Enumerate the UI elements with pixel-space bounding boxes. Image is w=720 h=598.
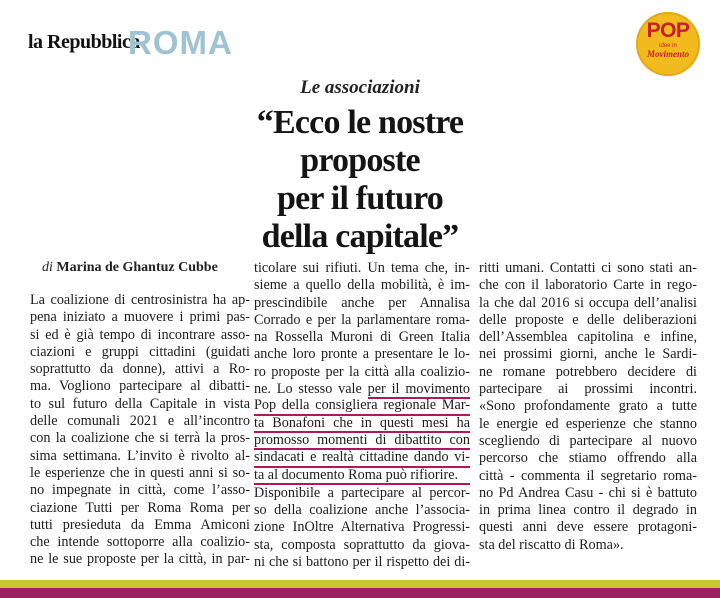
text-line: no Pd Andrea Casu - chi si è battuto bbox=[479, 484, 697, 501]
text-line: to sul futuro della Capitale in vista bbox=[30, 395, 250, 412]
text-line: città - commenta il segretario roma- bbox=[479, 467, 697, 484]
text-line: ne le sue proposte per la città, in par- bbox=[30, 551, 250, 568]
section-kicker: Le associazioni bbox=[300, 77, 420, 98]
text-line: che con il laboratorio Carte in rego- bbox=[479, 277, 697, 294]
text-line: anche loro pronte a presentare le lo- bbox=[254, 346, 470, 363]
headline-line: proposte bbox=[300, 142, 420, 179]
text-line: ni che si battono per il rispetto dei di- bbox=[254, 554, 470, 571]
text-line: partecipare ai prossimi incontri. bbox=[479, 381, 697, 398]
footer-band-top bbox=[0, 580, 720, 588]
text-line: no impegnate in città, come l’asso- bbox=[30, 482, 250, 499]
article-column-3 bbox=[479, 260, 697, 554]
highlighted-fragment: per il movimento bbox=[367, 381, 470, 398]
text-line: zione InOltre Alternativa Progressi- bbox=[254, 519, 470, 536]
logo-sub2: Movimento bbox=[647, 48, 689, 59]
text-line: La coalizione di centrosinistra ha ap- bbox=[30, 292, 250, 308]
text-line: sieme a quello della mobilità, è im- bbox=[254, 277, 470, 294]
text-line: scegliendo di partecipare al nuovo bbox=[479, 432, 697, 449]
logo-word: POP bbox=[646, 19, 690, 42]
text-line: Corrado e per la parlamentare roma- bbox=[254, 311, 470, 328]
logo-sub: idee in bbox=[659, 43, 677, 49]
text-line: ciazioni e gruppi cittadini (guidati bbox=[30, 343, 250, 360]
text-line: tutti presieduta da Emma Amiconi bbox=[30, 516, 250, 533]
text-line: «Sono profondamente grato a tutte bbox=[479, 398, 697, 415]
text-line: so della coalizione anche l’associa- bbox=[254, 502, 470, 519]
text-line: questi anni deve essere protagoni- bbox=[479, 519, 697, 536]
text-line: ritti umani. Contatti ci sono stati an- bbox=[479, 260, 697, 276]
pop-logo bbox=[636, 12, 700, 76]
headline-line: della capitale” bbox=[261, 218, 459, 255]
text-line: ma. Vogliono partecipare al dibatti- bbox=[30, 378, 250, 395]
footer-band-bottom bbox=[0, 588, 720, 598]
byline-prefix: di bbox=[42, 260, 53, 275]
text-line: ne romane potrebbero decidere di bbox=[479, 363, 697, 380]
text-line: sta, composta soprattutto da giova- bbox=[254, 536, 470, 553]
text-line: ro proposte per la città alla coalizio- bbox=[254, 363, 470, 380]
text-line: Disponibile a partecipare al percor- bbox=[254, 484, 470, 501]
city-edition: ROMA bbox=[128, 24, 233, 61]
text-line: delle comunali 2021 e all’incontro bbox=[30, 413, 250, 430]
text-line: ciazione Tutti per Roma Roma per bbox=[30, 499, 250, 516]
text-line: soprattutto da donne), attivi a Ro- bbox=[30, 361, 250, 378]
text-line: con la coalizione che si terrà la pros- bbox=[30, 430, 250, 447]
text-line: dell’Assemblea capitolina e infine, bbox=[479, 329, 697, 346]
text-line: sta del riscatto di Roma». bbox=[479, 536, 624, 553]
text-line: in prima linea contro il degrado in bbox=[479, 502, 697, 519]
headline bbox=[0, 104, 720, 256]
highlighted-line: sindacati e realtà cittadine dando vi- bbox=[254, 450, 470, 467]
text-line: percorso che stiamo offrendo alla bbox=[479, 450, 697, 467]
brand-logo: la Repubblica bbox=[28, 31, 140, 53]
highlighted-line: ta al documento Roma può rifiorire. bbox=[254, 468, 470, 485]
article-column-1 bbox=[30, 292, 250, 569]
headline-line: per il futuro bbox=[277, 180, 443, 217]
text-line: le energie ed esperienze che stanno bbox=[479, 415, 697, 432]
text-line: na Rossella Muroni di Green Italia bbox=[254, 329, 470, 346]
text-line-partial-highlight bbox=[254, 381, 470, 398]
article-column-2 bbox=[254, 260, 470, 571]
text-line: che intende sottoporre alla coalizio- bbox=[30, 534, 250, 551]
text-line: la che dal 2016 si occupa dell’analisi bbox=[479, 294, 697, 311]
text-line: le esperienze che in questi anni si so- bbox=[30, 464, 250, 481]
text-line: prescindibile anche per Annalisa bbox=[254, 294, 470, 311]
text-line: ticolare sui rifiuti. Un tema che, in- bbox=[254, 260, 470, 276]
text-line: sima settimana. L’invito è rivolto al- bbox=[30, 447, 250, 464]
byline bbox=[42, 260, 218, 276]
highlighted-line: promosso momenti di dibattito con bbox=[254, 433, 470, 450]
text-fragment: ne. Lo stesso vale bbox=[254, 381, 368, 398]
text-line: delle proposte e delle deliberazioni bbox=[479, 311, 697, 328]
text-line: si ed è già tempo di incontrare asso- bbox=[30, 326, 250, 343]
byline-author: Marina de Ghantuz Cubbe bbox=[56, 260, 218, 275]
text-line: pena iniziato a muovere i primi pas- bbox=[30, 309, 250, 326]
highlighted-line: ta Bonafoni che in questi mesi ha bbox=[254, 416, 470, 433]
highlighted-line: Pop della consigliera regionale Mar- bbox=[254, 398, 470, 415]
text-line: nei prossimi giorni, anche le Sardi- bbox=[479, 346, 697, 363]
headline-line: “Ecco le nostre bbox=[256, 104, 464, 141]
